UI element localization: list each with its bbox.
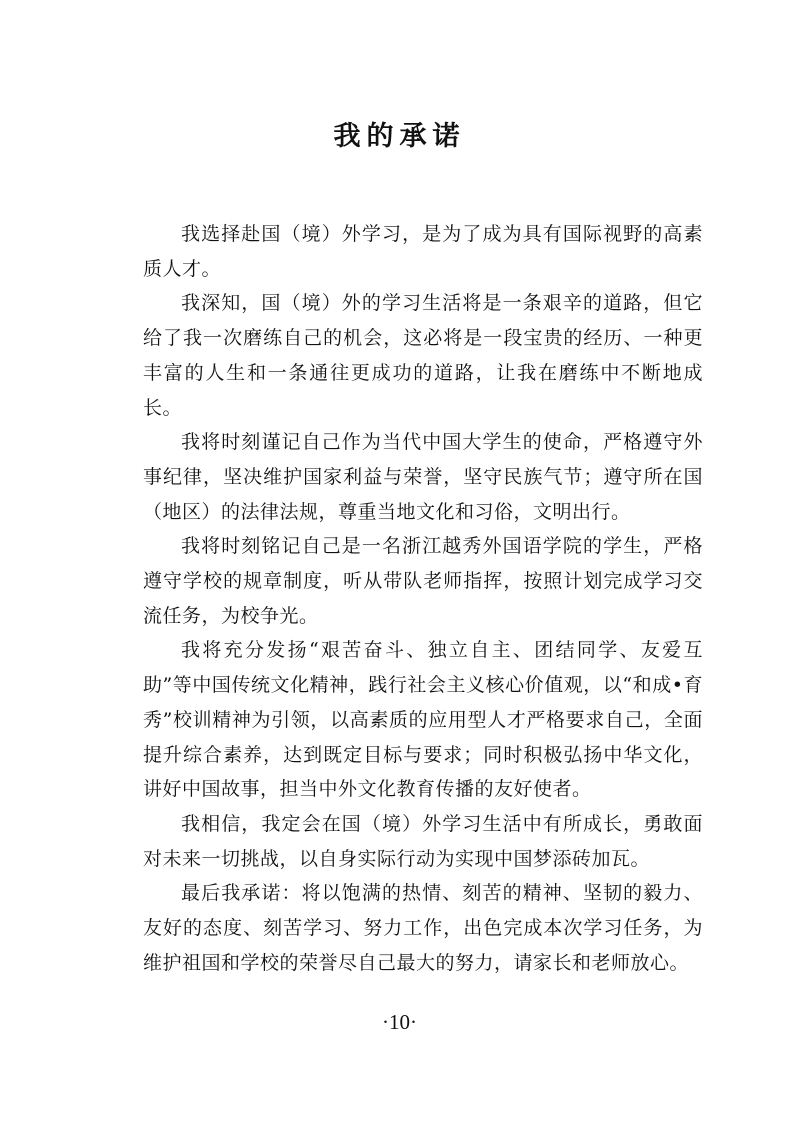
paragraph-mission: 我将时刻谨记自己作为当代中国大学生的使命，严格遵守外事纪律，坚决维护国家利益与荣誉，坚守民族气节；遵守所在国（地区）的法律法规，尊重当地文化和习俗，文明出行。 (143, 431, 703, 523)
paragraph-purpose: 我选择赴国（境）外学习，是为了成为具有国际视野的高素质人才。 (143, 223, 703, 280)
paragraph-school-rules: 我将时刻铭记自己是一名浙江越秀外国语学院的学生，严格遵守学校的规章制度，听从带队老师指挥，按照计划完成学习交流任务，为校争光。 (143, 535, 703, 627)
page-title: 我的承诺 (333, 121, 466, 152)
paragraph-understanding: 我深知，国（境）外的学习生活将是一条艰辛的道路，但它给了我一次磨练自己的机会，这必将是一段宝贵的经历、一种更丰富的人生和一条通往更成功的道路，让我在磨练中不断地成长。 (143, 292, 703, 419)
document-body (143, 217, 703, 980)
paragraph-belief: 我相信，我定会在国（境）外学习生活中有所成长，勇敢面对未来一切挑战，以自身实际行动为实现中国梦添砖加瓦。 (143, 812, 703, 870)
paragraph-final-pledge: 最后我承诺：将以饱满的热情、刻苦的精神、坚韧的毅力、友好的态度、刻苦学习、努力工作，出色完成本次学习任务，为维护祖国和学校的荣誉尽自己最大的努力，请家长和老师放心。 (143, 882, 703, 974)
page-number: ·10· (382, 1010, 417, 1034)
paragraph-spirit: 我将充分发扬“艰苦奋斗、独立自主、团结同学、友爱互助”等中国传统文化精神，践行社会主义核心价值观，以“和成•育秀”校训精神为引领，以高素质的应用型人才严格要求自己，全面提升综合素养，达到既定目标与要求；同时积极弘扬中华文化，讲好中国故事，担当中外文化教育传播的友好使者。 (143, 639, 703, 801)
